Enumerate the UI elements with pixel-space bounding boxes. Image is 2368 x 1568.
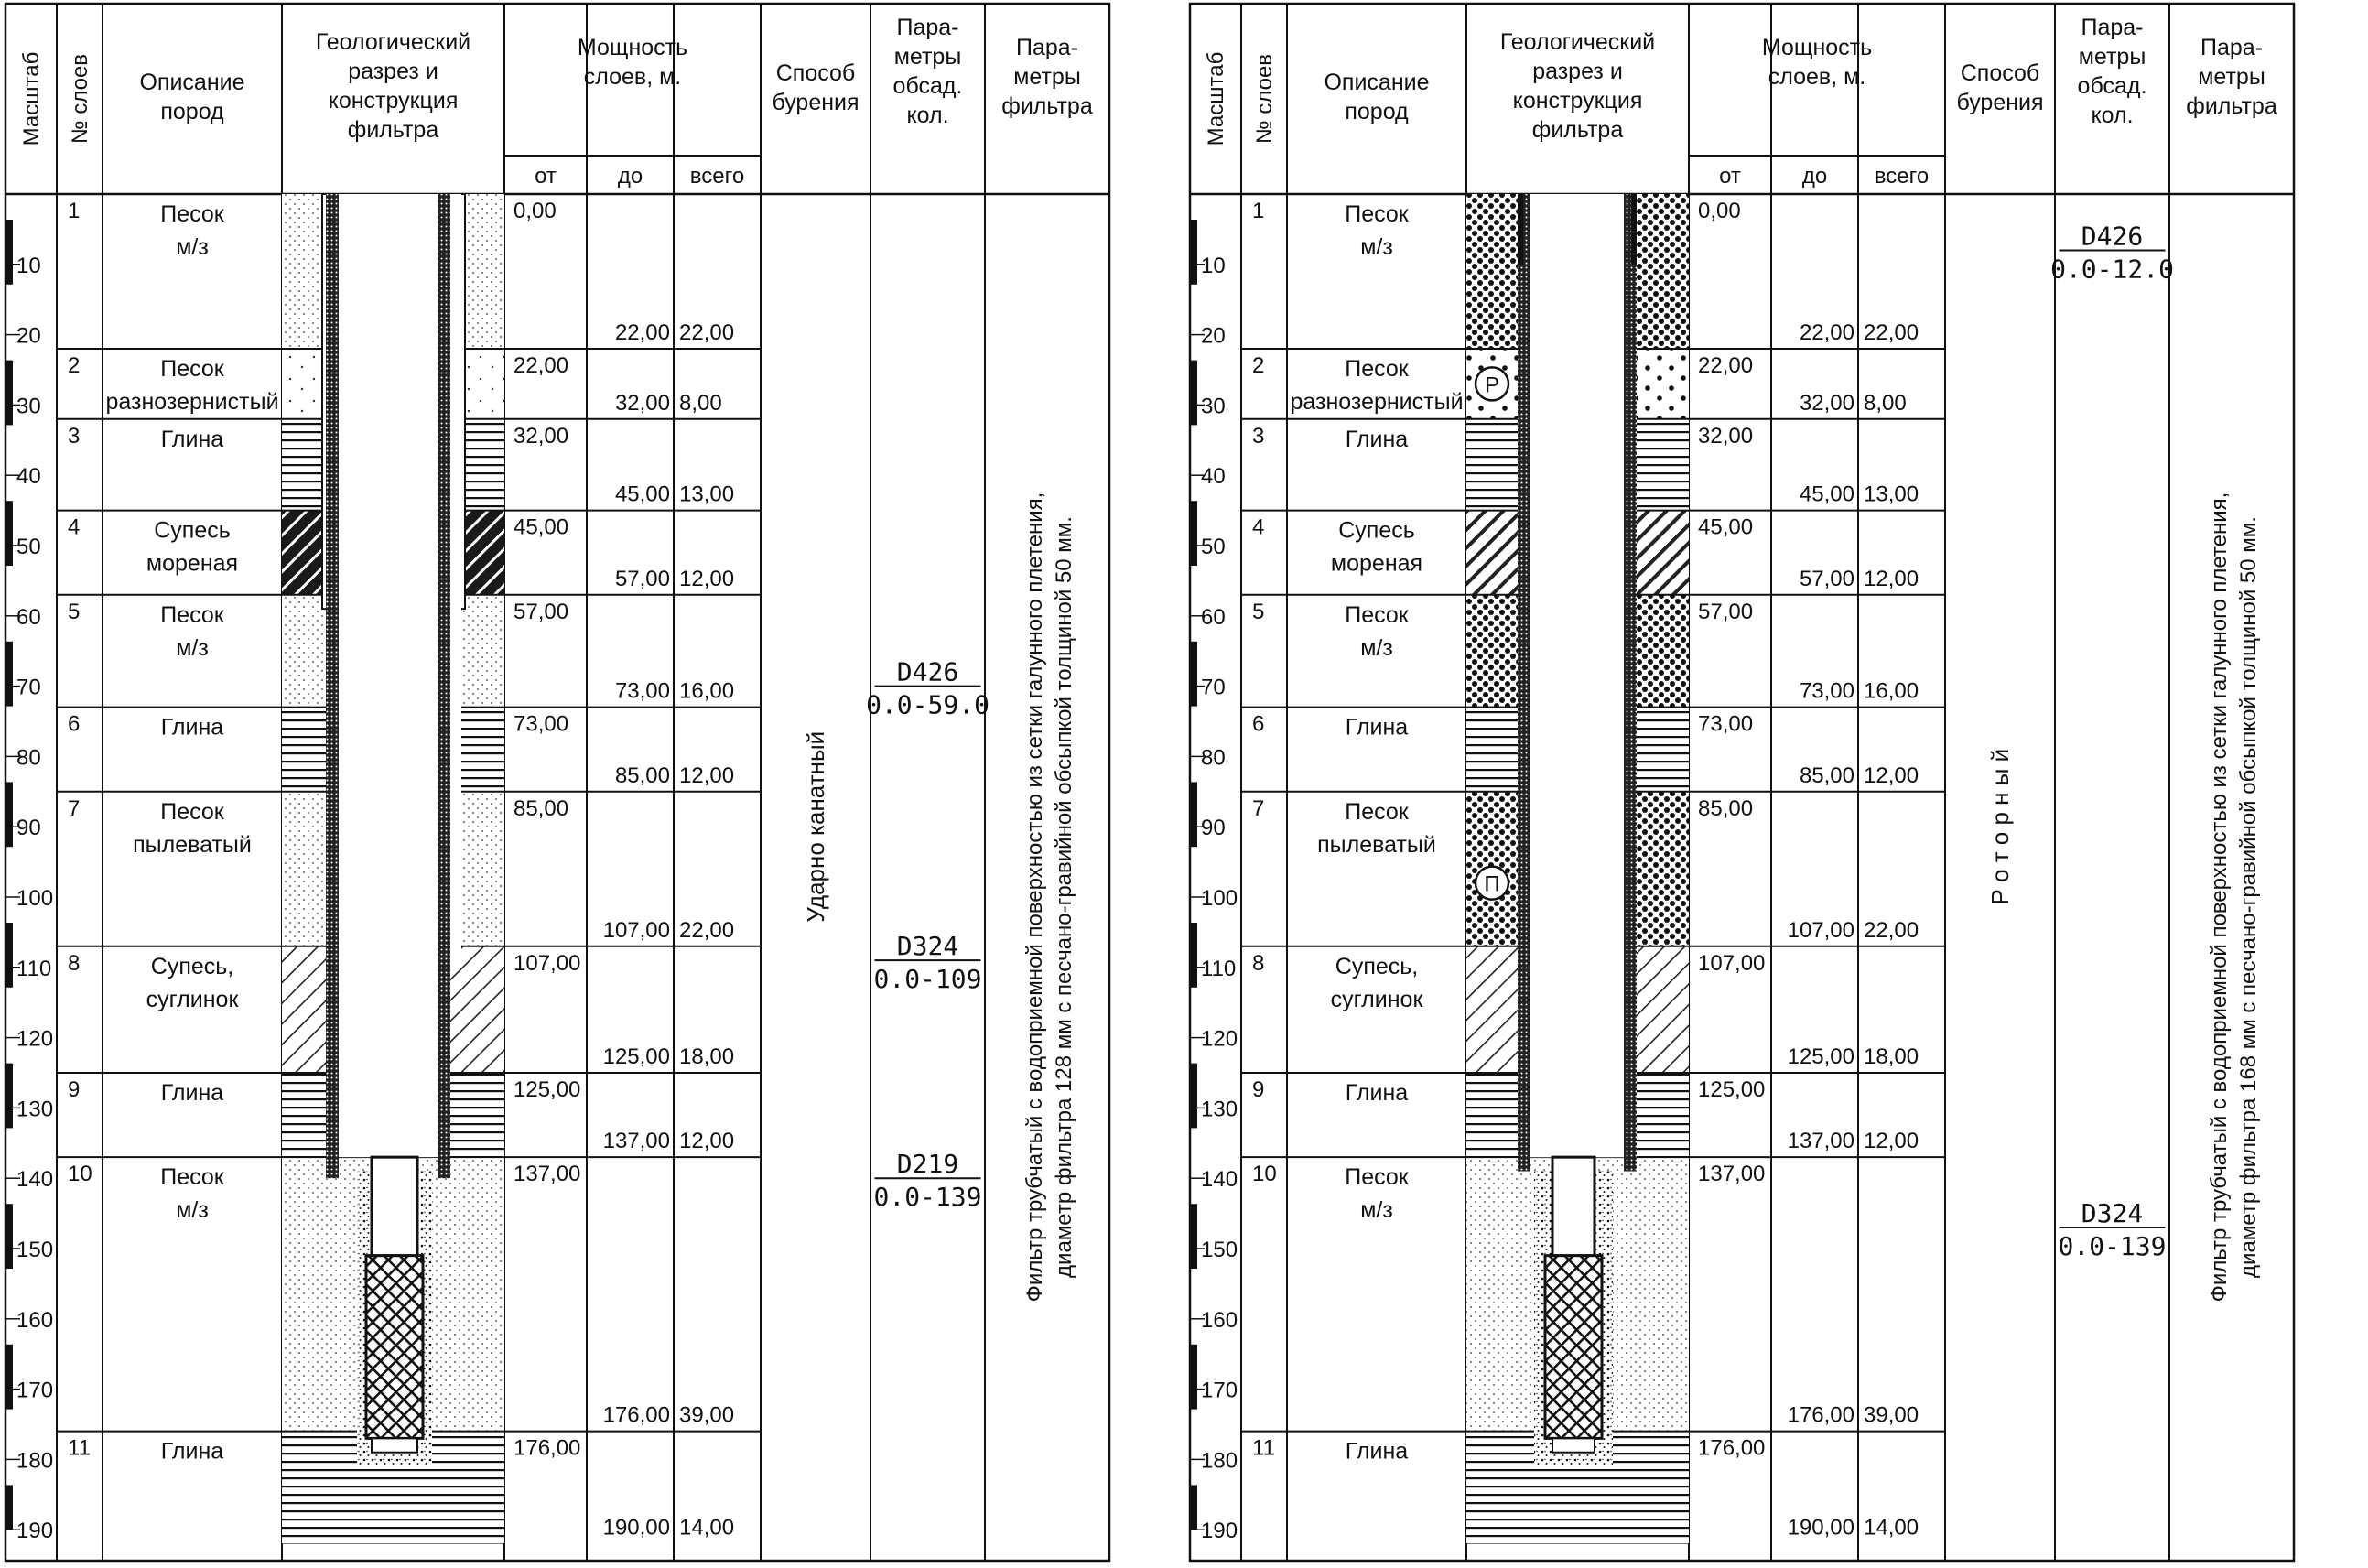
scale-bar-segment: [5, 405, 13, 425]
layer-number: 5: [1252, 599, 1265, 624]
scale-label: 90: [16, 816, 41, 841]
layer-description: м/з: [1360, 634, 1393, 661]
layer-number: 1: [68, 199, 81, 223]
header-from: от: [1719, 164, 1741, 189]
layer-from: 45,00: [514, 514, 569, 540]
layer-description: Глина: [160, 426, 224, 452]
casing-range: 0.0-12.0: [2050, 254, 2174, 285]
layer-to: 85,00: [1799, 762, 1854, 788]
panel-frame: [5, 4, 1109, 1561]
layer-total: 8,00: [1864, 390, 1907, 416]
scale-bar-segment: [5, 782, 13, 827]
layer-number: 1: [1252, 199, 1265, 223]
layer-description: Песок: [1345, 798, 1409, 825]
header-casing-2: обсад.: [892, 73, 963, 99]
header-scale: Масштаб: [1204, 51, 1228, 146]
layer-to: 137,00: [1787, 1129, 1854, 1154]
layer-description: мореная: [1330, 550, 1423, 577]
header-description-1: пород: [1345, 99, 1409, 124]
layer-total: 12,00: [1864, 762, 1919, 788]
layer-description: м/з: [176, 234, 209, 260]
scale-label: 80: [1201, 745, 1226, 771]
scale-label: 170: [16, 1378, 54, 1403]
layer-description: разнозернистый: [1290, 388, 1464, 415]
scale-label: 120: [1201, 1026, 1238, 1052]
scale-bar-segment: [1190, 220, 1197, 265]
scale-label: 150: [1201, 1238, 1238, 1262]
layer-description: м/з: [1360, 234, 1393, 260]
layer-number: 8: [68, 950, 81, 976]
scale-bar-segment: [5, 265, 13, 285]
header-casing-0: Пара-: [2081, 15, 2144, 40]
header-thickness-1: слоев, м.: [583, 64, 682, 90]
layer-total: 22,00: [1864, 319, 1919, 345]
layer-number: 10: [1252, 1162, 1277, 1187]
scale-label: 100: [1201, 886, 1238, 911]
header-section-0: Геологический: [315, 29, 471, 55]
layer-number: 3: [1252, 423, 1265, 449]
scale-bar-segment: [5, 968, 13, 988]
layer-total: 13,00: [679, 481, 735, 507]
casing-label: D426: [2081, 221, 2144, 252]
filter-description-0: Фильтр трубчатый с водоприемной поверхностью из сетки галунного плетения,: [2207, 492, 2232, 1303]
layer-description: пылеватый: [133, 831, 252, 858]
scale-bar-segment: [1190, 546, 1197, 566]
scale-bar-segment: [5, 1108, 13, 1128]
layer-number: 11: [1252, 1435, 1275, 1461]
layer-to: 107,00: [602, 917, 670, 943]
scale-bar-segment: [1190, 1249, 1197, 1269]
layer-number: 2: [68, 352, 81, 378]
layer-to: 57,00: [614, 566, 670, 591]
layer-description: Песок: [160, 798, 224, 825]
layer-from: 176,00: [514, 1435, 581, 1461]
layer-from: 85,00: [514, 795, 569, 821]
scale-label: 70: [1201, 675, 1226, 700]
layer-description: Глина: [1345, 426, 1409, 452]
layer-total: 12,00: [679, 566, 735, 591]
layer-from: 32,00: [1698, 423, 1754, 449]
scale-bar-segment: [1190, 501, 1197, 546]
layer-from: 85,00: [1698, 795, 1754, 821]
layer-description: м/з: [176, 1197, 209, 1224]
layer-description: Песок: [1345, 355, 1409, 382]
layer-number: 9: [68, 1077, 81, 1102]
layer-to: 137,00: [602, 1129, 670, 1154]
header-filter-1: метры: [1013, 64, 1081, 90]
scale-label: 120: [16, 1026, 54, 1052]
scale-label: 10: [16, 253, 41, 278]
filter-screen: [366, 1256, 423, 1439]
header-casing-3: кол.: [906, 103, 949, 128]
scale-label: 70: [16, 675, 41, 700]
layer-total: 18,00: [1864, 1044, 1919, 1069]
layer-total: 18,00: [679, 1044, 735, 1069]
layer-description: Песок: [160, 201, 224, 227]
header-casing-1: метры: [893, 44, 962, 70]
scale-bar-segment: [1190, 923, 1197, 968]
header-section-3: фильтра: [1531, 117, 1624, 143]
layer-to: 125,00: [1787, 1044, 1854, 1069]
layer-to: 73,00: [614, 678, 670, 704]
scale-label: 130: [16, 1097, 54, 1122]
scale-label: 170: [1201, 1378, 1238, 1403]
header-filter-1: метры: [2198, 64, 2265, 90]
header-section-1: разрез и: [348, 59, 438, 84]
header-section-2: конструкция: [1512, 88, 1643, 114]
casing-range: 0.0-59.0: [866, 689, 989, 720]
layer-number: 5: [68, 599, 81, 624]
layer-total: 22,00: [679, 917, 735, 943]
scale-label: 60: [16, 604, 41, 630]
scale-label: 190: [1201, 1519, 1238, 1544]
layer-from: 0,00: [514, 199, 557, 223]
scale-bar-segment: [1190, 687, 1197, 707]
scale-bar-segment: [5, 642, 13, 687]
layer-description: Песок: [160, 355, 224, 382]
layer-description: пылеватый: [1317, 831, 1436, 858]
header-scale: Масштаб: [19, 51, 44, 146]
header-casing-1: метры: [2078, 44, 2146, 70]
casing-426-left: [1518, 194, 1523, 265]
filter-sump: [1552, 1438, 1595, 1452]
scale-label: 140: [1201, 1167, 1238, 1193]
layer-total: 13,00: [1864, 481, 1919, 507]
layer-from: 73,00: [514, 711, 569, 737]
layer-description: Глина: [1345, 714, 1409, 741]
layer-from: 107,00: [1698, 950, 1766, 976]
scale-label: 90: [1201, 816, 1226, 841]
layer-description: Глина: [160, 714, 224, 741]
scale-label: 30: [1201, 394, 1226, 419]
header-description-0: Описание: [1324, 70, 1430, 95]
layer-description: Супесь,: [150, 953, 234, 979]
scale-label: 190: [16, 1519, 54, 1544]
header-layer-no: № слоев: [1252, 53, 1277, 145]
scale-bar-segment: [1190, 1204, 1197, 1249]
layer-total: 14,00: [679, 1515, 735, 1541]
header-layer-no: № слоев: [68, 53, 92, 145]
scale-bar-segment: [1190, 361, 1197, 406]
layer-description: м/з: [176, 634, 209, 661]
layer-number: 6: [68, 711, 81, 737]
scale-bar-segment: [1190, 1064, 1197, 1108]
header-section-3: фильтра: [347, 117, 439, 143]
header-to: до: [1801, 164, 1828, 189]
layer-description: Супесь: [154, 517, 231, 544]
layer-to: 176,00: [1787, 1402, 1854, 1428]
layer-description: Песок: [160, 1164, 224, 1191]
filter-description-1: диаметр фильтра 168 мм с песчано-гравийной обсыпкой толщиной 50 мм.: [2236, 516, 2261, 1278]
scale-label: 40: [1201, 464, 1226, 490]
layer-total: 39,00: [1864, 1402, 1919, 1428]
casing-range: 0.0-139: [2058, 1230, 2167, 1261]
filter-description-1: диаметр фильтра 128 мм с песчано-гравийной обсыпкой толщиной 50 мм.: [1052, 516, 1076, 1278]
scale-label: 150: [16, 1238, 54, 1262]
layer-to: 190,00: [1787, 1515, 1854, 1541]
scale-bar-segment: [1190, 1485, 1197, 1530]
header-filter-2: фильтра: [2186, 93, 2277, 119]
scale-label: 20: [1201, 323, 1226, 349]
bore-clear: [1530, 194, 1624, 1157]
scale-label: 140: [16, 1167, 54, 1193]
scale-bar-segment: [5, 546, 13, 566]
header-casing-3: кол.: [2091, 103, 2134, 128]
scale-label: 160: [1201, 1307, 1238, 1333]
casing-label: D219: [896, 1149, 959, 1180]
layer-total: 12,00: [679, 762, 735, 788]
layer-to: 176,00: [602, 1402, 670, 1428]
header-section-1: разрез и: [1532, 59, 1623, 84]
scale-label: 160: [16, 1307, 54, 1333]
header-total: всего: [1874, 164, 1930, 189]
scale-label: 130: [1201, 1097, 1238, 1122]
header-casing-2: обсад.: [2077, 73, 2147, 99]
layer-to: 57,00: [1799, 566, 1854, 591]
header-filter-0: Пара-: [1015, 35, 1079, 60]
layer-number: 7: [1252, 795, 1265, 821]
layer-total: 22,00: [679, 319, 735, 345]
layer-number: 6: [1252, 711, 1265, 737]
header-thickness-0: Мощность: [1761, 35, 1873, 60]
header-description-0: Описание: [139, 70, 245, 95]
casing-label: D426: [896, 656, 959, 687]
layer-total: 16,00: [1864, 678, 1919, 704]
header-thickness-0: Мощность: [577, 35, 688, 60]
header-section-2: конструкция: [328, 88, 459, 114]
header-drilling-0: Способ: [775, 60, 856, 86]
log-panel-1: [5, 4, 1109, 1561]
scale-bar-segment: [1190, 782, 1197, 827]
layer-from: 22,00: [514, 352, 569, 378]
layer-description: суглинок: [146, 986, 239, 1012]
header-casing-0: Пара-: [896, 15, 959, 40]
header-filter-0: Пара-: [2200, 35, 2264, 60]
scale-label: 10: [1201, 253, 1226, 278]
scale-label: 180: [1201, 1448, 1238, 1474]
layer-to: 190,00: [602, 1515, 670, 1541]
filter-blank-pipe: [372, 1157, 417, 1256]
filter-sump: [372, 1438, 417, 1452]
layer-total: 22,00: [1864, 917, 1919, 943]
scale-label: 50: [16, 535, 41, 559]
layer-from: 73,00: [1698, 711, 1754, 737]
layer-number: 8: [1252, 950, 1265, 976]
casing-wall-left: [1518, 194, 1530, 1172]
layer-from: 125,00: [514, 1077, 581, 1102]
layer-from: 137,00: [1698, 1162, 1766, 1187]
layer-total: 12,00: [1864, 1129, 1919, 1154]
layer-number: 4: [68, 514, 81, 540]
layer-description: мореная: [146, 550, 239, 577]
scale-label: 50: [1201, 535, 1226, 559]
scale-bar-segment: [1190, 968, 1197, 988]
layer-total: 39,00: [679, 1402, 735, 1428]
casing-range: 0.0-139: [873, 1182, 982, 1213]
layer-to: 45,00: [614, 481, 670, 507]
casing-wall-right: [438, 194, 450, 1178]
header-drilling-1: бурения: [772, 90, 860, 115]
layer-to: 32,00: [614, 390, 670, 416]
header-total: всего: [689, 164, 745, 189]
header-drilling-0: Способ: [1960, 60, 2040, 86]
scale-label: 110: [16, 956, 52, 981]
scale-bar-segment: [5, 1485, 13, 1530]
layer-description: Супесь: [1338, 517, 1415, 544]
scale-bar-segment: [5, 361, 13, 406]
layer-description: Песок: [1345, 201, 1409, 227]
layer-to: 45,00: [1799, 481, 1854, 507]
layer-from: 125,00: [1698, 1077, 1766, 1102]
layer-number: 11: [68, 1435, 91, 1461]
layer-number: 3: [68, 423, 81, 449]
layer-number: 9: [1252, 1077, 1265, 1102]
casing-label: D324: [2081, 1197, 2144, 1228]
layer-from: 57,00: [514, 599, 569, 624]
filter-blank-pipe: [1552, 1157, 1595, 1256]
drilling-method: Р о т о р н ы й: [1986, 748, 2014, 905]
scale-bar-segment: [5, 923, 13, 968]
scale-bar-segment: [5, 501, 13, 546]
layer-from: 176,00: [1698, 1435, 1766, 1461]
layer-from: 32,00: [514, 423, 569, 449]
layer-to: 22,00: [614, 319, 670, 345]
scale-label: 180: [16, 1448, 54, 1474]
layer-from: 107,00: [514, 950, 581, 976]
layer-description: Глина: [160, 1438, 224, 1465]
layer-to: 22,00: [1799, 319, 1854, 345]
layer-total: 8,00: [679, 390, 722, 416]
layer-from: 137,00: [514, 1162, 581, 1187]
layer-number: 4: [1252, 514, 1265, 540]
scale-label: 30: [16, 394, 41, 419]
header-description-1: пород: [160, 99, 224, 124]
header-section-0: Геологический: [1499, 29, 1656, 55]
scale-bar-segment: [5, 1249, 13, 1269]
casing-label: D324: [896, 931, 959, 962]
header-from: от: [535, 164, 557, 189]
log-panel-2: [1190, 4, 2294, 1561]
layer-description: Супесь,: [1335, 953, 1419, 979]
layer-number: 10: [68, 1162, 92, 1187]
layer-total: 16,00: [679, 678, 735, 704]
scale-bar-segment: [5, 1390, 13, 1410]
casing-range: 0.0-109: [873, 964, 982, 995]
layer-to: 107,00: [1787, 917, 1854, 943]
layer-from: 22,00: [1698, 352, 1754, 378]
scale-bar-segment: [5, 1064, 13, 1108]
scale-label: 110: [1201, 956, 1237, 981]
header-to: до: [617, 164, 643, 189]
scale-bar-segment: [1190, 265, 1197, 285]
header-drilling-1: бурения: [1956, 90, 2044, 115]
layer-from: 57,00: [1698, 599, 1754, 624]
casing-wall-right: [1624, 194, 1637, 1172]
header-filter-2: фильтра: [1001, 93, 1093, 119]
layer-description: суглинок: [1330, 986, 1423, 1012]
scale-bar-segment: [1190, 1345, 1197, 1390]
scale-bar-segment: [1190, 1108, 1197, 1128]
rock-tag-letter: П: [1484, 871, 1500, 897]
layer-to: 85,00: [614, 762, 670, 788]
header-thickness-1: слоев, м.: [1768, 64, 1866, 90]
scale-bar-segment: [1190, 642, 1197, 687]
layer-to: 73,00: [1799, 678, 1854, 704]
layer-total: 14,00: [1864, 1515, 1919, 1541]
layer-total: 12,00: [679, 1129, 735, 1154]
scale-label: 40: [16, 464, 41, 490]
layer-description: Глина: [1345, 1438, 1409, 1465]
layer-description: Глина: [1345, 1080, 1409, 1106]
casing-wall-left: [326, 194, 339, 1178]
filter-screen: [1545, 1256, 1602, 1439]
scale-bar-segment: [5, 1345, 13, 1390]
scale-bar-segment: [1190, 827, 1197, 847]
layer-from: 45,00: [1698, 514, 1754, 540]
layer-description: Глина: [160, 1080, 224, 1106]
layer-number: 2: [1252, 352, 1265, 378]
layer-description: разнозернистый: [105, 388, 279, 415]
layer-from: 0,00: [1698, 199, 1741, 223]
scale-label: 100: [16, 886, 54, 911]
scale-label: 80: [16, 745, 41, 771]
layer-description: м/з: [1360, 1197, 1393, 1224]
drilling-method: Ударно канатный: [802, 730, 829, 923]
scale-bar-segment: [1190, 405, 1197, 425]
scale-label: 20: [16, 323, 41, 349]
scale-bar-segment: [5, 1204, 13, 1249]
layer-description: Песок: [1345, 1164, 1409, 1191]
layer-total: 12,00: [1864, 566, 1919, 591]
scale-bar-segment: [1190, 1390, 1197, 1410]
rock-tag-letter: Р: [1484, 373, 1500, 398]
scale-bar-segment: [5, 220, 13, 265]
casing-426-right: [1631, 194, 1637, 265]
scale-label: 60: [1201, 604, 1226, 630]
scale-bar-segment: [5, 687, 13, 707]
layer-description: Песок: [1345, 601, 1409, 628]
layer-number: 7: [68, 795, 81, 821]
filter-description-0: Фильтр трубчатый с водоприемной поверхностью из сетки галунного плетения,: [1022, 492, 1047, 1303]
layer-to: 125,00: [602, 1044, 670, 1069]
scale-bar-segment: [5, 827, 13, 847]
layer-description: Песок: [160, 601, 224, 628]
layer-to: 32,00: [1799, 390, 1854, 416]
bore-interior: [339, 194, 438, 1157]
